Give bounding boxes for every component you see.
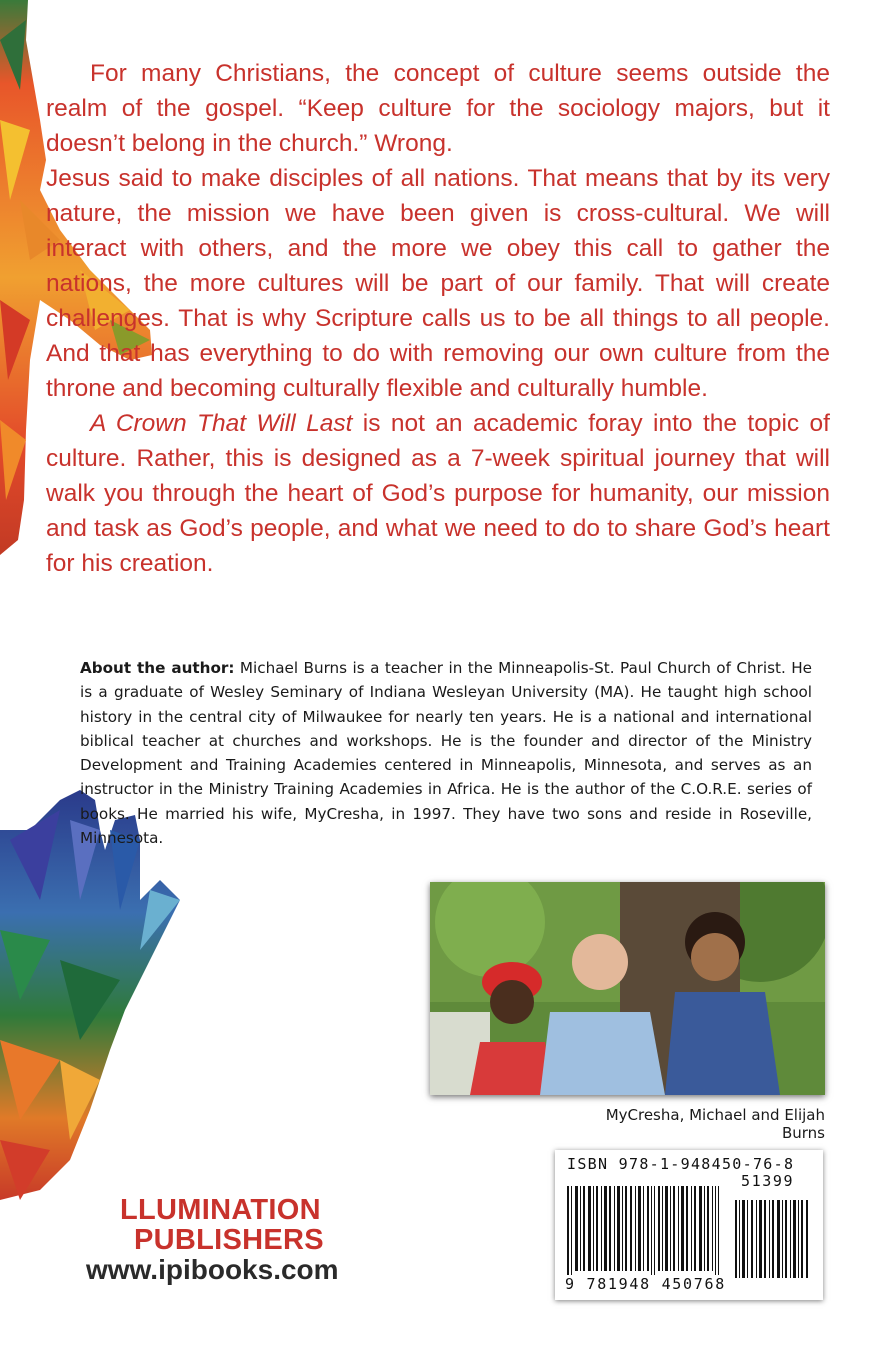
book-title: A Crown That Will Last	[90, 410, 353, 437]
blurb-paragraph-3-text: is not an academic foray into the topic of culture. Rather, this is designed as a 7-week spiritual journey that will walk you through the heart of God’s purpose for humanity, our mission and task as God’s people, and what we need to do to share God’s heart for his creation.	[46, 410, 830, 577]
about-label: About the author:	[80, 659, 235, 677]
ean-digits: 9 781948 450768	[565, 1275, 726, 1293]
publisher-website[interactable]: www.ipibooks.com	[86, 1254, 339, 1285]
isbn-number: ISBN 978-1-948450-76-8	[567, 1155, 795, 1173]
publisher-name-line-2: PUBLISHERS	[134, 1224, 324, 1256]
publisher-name-line-1: LLUMINATION	[120, 1194, 321, 1226]
publisher-logo	[56, 1182, 366, 1292]
author-family-photo	[430, 882, 825, 1095]
photo-illustration	[430, 882, 825, 1095]
blurb-paragraph-1: For many Christians, the concept of culture seems outside the realm of the gospel. “Keep culture for the sociology majors, but it doesn’t belong in the church.” Wrong.	[46, 60, 830, 157]
about-text: Michael Burns is a teacher in the Minneapolis-St. Paul Church of Christ. He is a graduate of Wesley Seminary of Indiana Wesleyan University (MA). He taught high school history in the central city of Milwaukee for nearly ten years. He is a national and international biblical teacher at churches and workshops. He is the founder and director of the Ministry Development and Training Academies centered in Minneapolis, Minnesota, and serves as an instructor in the Ministry Training Academies in Africa. He is the author of the C.O.R.E. series of books. He married his wife, MyCresha, in 1997. They have two sons and reside in Roseville, Minnesota.	[80, 659, 812, 848]
about-the-author	[80, 656, 812, 850]
ipi-logo-icon	[56, 1182, 118, 1262]
price-code: 51399	[741, 1172, 795, 1190]
blurb-paragraph-2: Jesus said to make disciples of all nations. That means that by its very nature, the mission we have been given is cross-cultural. We will interact with others, and the more we obey this call to gather the nations, the more cultures will be part of our family. That will create challenges. That is why Scripture calls us to be all things to all people. And that has everything to do with removing our own culture from the throne and becoming culturally flexible and culturally humble.	[46, 165, 830, 402]
photo-caption: MyCresha, Michael and Elijah Burns	[605, 1106, 825, 1142]
barcode-bars	[565, 1178, 815, 1278]
blurb-paragraph-3	[46, 406, 830, 581]
back-cover-blurb	[46, 56, 830, 581]
isbn-barcode	[555, 1150, 823, 1300]
